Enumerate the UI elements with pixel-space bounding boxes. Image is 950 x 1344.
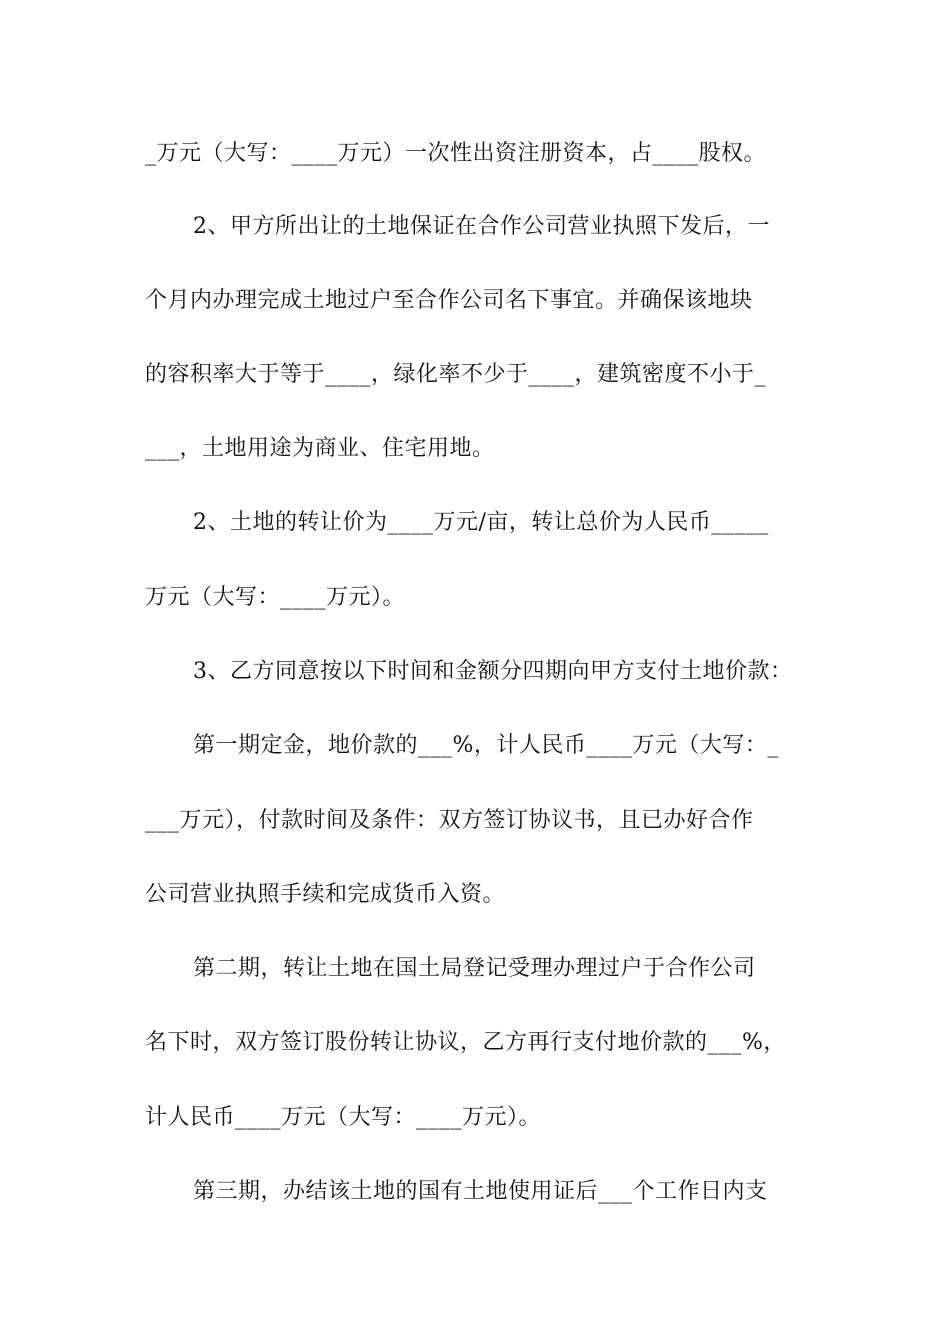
paragraph-transfer-price-start: 2、土地的转让价为____万元/亩，转让总价为人民币_____ <box>193 510 769 535</box>
paragraph-phase-3-start: 第三期，办结该土地的国有土地使用证后___个工作日内支 <box>193 1179 768 1204</box>
text-line: _万元（大写：____万元）一次性出资注册资本，占____股权。 <box>145 141 767 166</box>
paragraph-clause-2-start: 2、甲方所出让的土地保证在合作公司营业执照下发后，一 <box>193 214 770 239</box>
text-line: ___万元），付款时间及条件：双方签订协议书，且已办好合作 <box>145 808 754 833</box>
text-line: 名下时，双方签订股份转让协议，乙方再行支付地价款的___%， <box>145 1030 786 1055</box>
text-line: 的容积率大于等于____，绿化率不少于____，建筑密度不小于_ <box>145 362 767 387</box>
text-line: ___，土地用途为商业、住宅用地。 <box>145 436 495 461</box>
text-line: 公司营业执照手续和完成货币入资。 <box>145 882 506 907</box>
text-line: 万元（大写：____万元）。 <box>145 585 406 610</box>
paragraph-phase-2-start: 第二期，转让土地在国土局登记受理办理过户于合作公司 <box>193 956 756 981</box>
text-line: 个月内办理完成土地过户至合作公司名下事宜。并确保该地块 <box>145 288 753 313</box>
paragraph-clause-3-start: 3、乙方同意按以下时间和金额分四期向甲方支付土地价款： <box>193 659 793 684</box>
paragraph-phase-1-start: 第一期定金，地价款的___%，计人民币____万元（大写：_ <box>193 733 779 758</box>
text-line: 计人民币____万元（大写：____万元）。 <box>145 1105 542 1130</box>
